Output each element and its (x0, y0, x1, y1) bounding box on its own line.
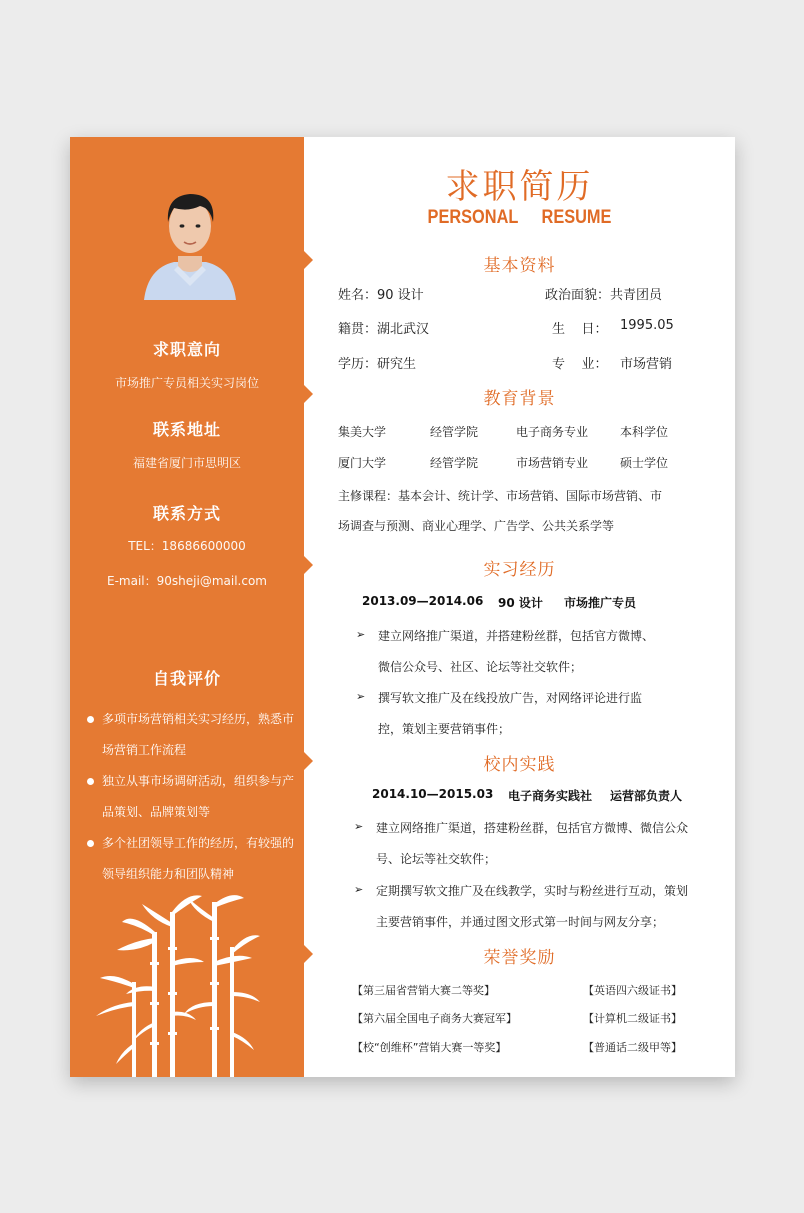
eval-item: 多项市场营销相关实习经历，熟悉市 场营销工作流程 (86, 704, 300, 766)
arrow-bullet-icon: ➢ (354, 883, 364, 896)
edu-cell: 本科学位 (620, 425, 669, 439)
politics-field: 政治面貌：共青团员 (545, 288, 663, 303)
internship-item: 控，策划主要营销事件； (378, 722, 511, 736)
internship-item: 建立网络推广渠道，并搭建粉丝群，包括官方微博、 (378, 629, 655, 643)
resume-page (70, 137, 735, 1077)
eval-item: 独立从事市场调研活动，组织参与产 品策划、品牌策划等 (86, 766, 300, 828)
name-field: 姓名：90 设计 (338, 288, 424, 303)
birthday-value: 1995.05 (620, 318, 674, 333)
edu-cell: 电子商务专业 (516, 425, 589, 439)
campus-item: 主要营销事件，并通过图文形式第一时间与网友分享； (376, 915, 665, 929)
awards-title: 荣誉奖励 (483, 948, 556, 968)
internship-company: 90 设计 (498, 596, 543, 610)
campus-org: 电子商务实践社 (508, 789, 593, 803)
edu-cell: 市场营销专业 (516, 456, 589, 470)
major-label: 专 业： (552, 357, 608, 372)
education-field: 学历：研究生 (338, 357, 417, 372)
internship-item: 撰写软文推广及在线投放广告，对网络评论进行监 (378, 691, 643, 705)
basic-info-title: 基本资料 (483, 256, 556, 276)
email-text: E-mail：90sheji@mail.com (107, 574, 267, 588)
avatar (144, 182, 236, 300)
edu-cell: 厦门大学 (338, 456, 387, 470)
award-item: 【第六届全国电子商务大赛冠军】 (352, 1012, 517, 1025)
edu-cell: 集美大学 (338, 425, 387, 439)
major-value: 市场营销 (620, 357, 673, 372)
internship-period: 2013.09—2014.06 (362, 594, 484, 608)
internship-title: 实习经历 (483, 560, 556, 580)
tel-text: TEL：18686600000 (128, 539, 246, 553)
main-content (304, 137, 735, 1077)
sidebar (70, 137, 304, 1077)
resume-title: 求职简历 (445, 167, 594, 207)
edu-cell: 硕士学位 (620, 456, 669, 470)
internship-item: 微信公众号、社区、论坛等社交软件； (378, 660, 583, 674)
edu-cell: 经管学院 (430, 425, 479, 439)
objective-heading: 求职意向 (152, 340, 221, 359)
award-item: 【普通话二级甲等】 (583, 1041, 682, 1054)
edu-cell: 经管学院 (430, 456, 479, 470)
courses-line: 主修课程：基本会计、统计学、市场营销、国际市场营销、市 (338, 489, 663, 503)
campus-item: 定期撰写软文推广及在线教学，实时与粉丝进行互动，策划 (376, 884, 689, 898)
birthday-label: 生 日： (552, 322, 608, 337)
bullet-dot-icon (87, 778, 94, 785)
hometown-field: 籍贯：湖北武汉 (338, 322, 430, 337)
bamboo-illustration (92, 892, 262, 1077)
eval-heading: 自我评价 (152, 669, 221, 688)
campus-role: 运营部负责人 (610, 789, 683, 803)
arrow-bullet-icon: ➢ (356, 690, 366, 703)
eval-list (86, 704, 300, 890)
bullet-dot-icon (87, 840, 94, 847)
campus-period: 2014.10—2015.03 (372, 787, 494, 801)
campus-title: 校内实践 (483, 755, 556, 775)
address-text: 福建省厦门市思明区 (132, 456, 241, 470)
bullet-dot-icon (87, 716, 94, 723)
education-title: 教育背景 (483, 389, 556, 409)
award-item: 【第三届省营销大赛二等奖】 (352, 984, 495, 997)
award-item: 【英语四六级证书】 (583, 984, 682, 997)
eval-item: 多个社团领导工作的经历，有较强的 领导组织能力和团队精神 (86, 828, 300, 890)
internship-role: 市场推广专员 (564, 596, 637, 610)
arrow-bullet-icon: ➢ (354, 820, 364, 833)
resume-subtitle: PERSONAL RESUME (427, 207, 612, 228)
campus-item: 建立网络推广渠道，搭建粉丝群，包括官方微博、微信公众 (376, 821, 689, 835)
campus-item: 号、论坛等社交软件； (376, 852, 497, 866)
award-item: 【计算机二级证书】 (583, 1012, 682, 1025)
courses-line: 场调查与预测、商业心理学、广告学、公共关系学等 (338, 519, 615, 533)
objective-text: 市场推广专员相关实习岗位 (114, 376, 259, 390)
address-heading: 联系地址 (152, 420, 221, 439)
contact-heading: 联系方式 (152, 504, 221, 523)
award-item: 【校“创维杯”营销大赛一等奖】 (352, 1041, 507, 1054)
arrow-bullet-icon: ➢ (356, 628, 366, 641)
